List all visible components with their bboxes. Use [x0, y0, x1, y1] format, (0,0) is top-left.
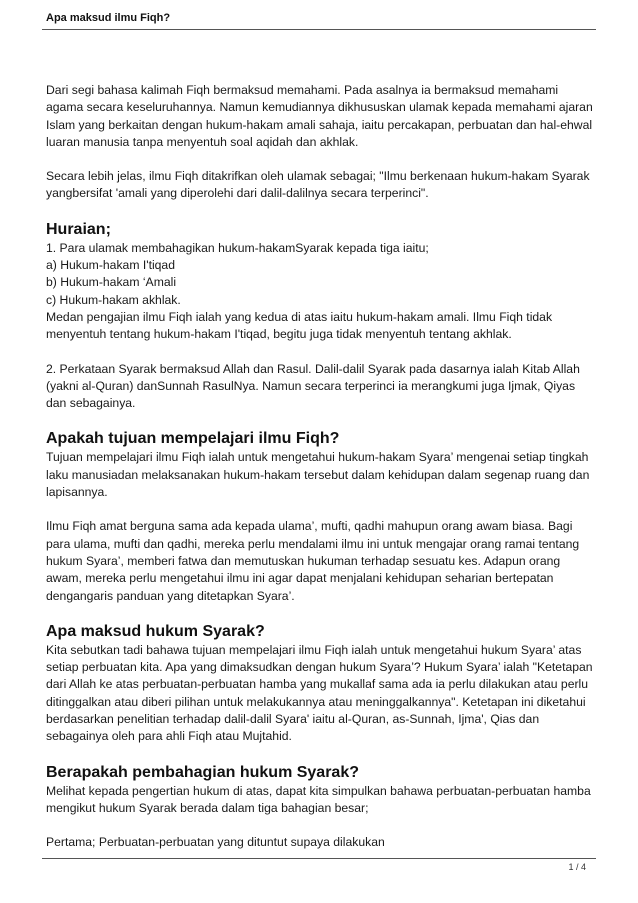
- footer-divider: [42, 858, 596, 859]
- heading-tujuan: Apakah tujuan mempelajari ilmu Fiqh?: [46, 430, 340, 448]
- tujuan-paragraph-1: Tujuan mempelajari ilmu Fiqh ialah untuk mengetahui hukum-hakam Syara’ mengenai setiap tingkah laku manusiadan melaksanakan hukum-hakam tersebut dalam kehidupan dalam segenap ruang dan lapisannya.: [46, 450, 590, 500]
- huraian-paragraph-2: 2. Perkataan Syarak bermaksud Allah dan Rasul. Dalil-dalil Syarak pada dasarnya ialah Kitab Allah (yakni al-Quran) danSunnah RasulNya. Namun secara terperinci ia merangkumi juga Ijmak, Qiyas dan sebagainya.: [46, 361, 580, 411]
- huraian-item-b: b) Hukum-hakam ‘Amali: [46, 275, 177, 290]
- intro-paragraph-1: Dari segi bahasa kalimah Fiqh bermaksud memahami. Pada asalnya ia bermaksud memahami agama secara keseluruhannya. Namun kemudiannya dikhususkan ulamak kepada memahami ajaran Islam yang berkaitan dengan hukum-hakam amali sahaja, iaitu percakapan, perbuatan dan hal-ehwal luaran manusia tanpa menyentuh soal aqidah dan akhlak.: [46, 83, 593, 149]
- pembahagian-paragraph-1: Melihat kepada pengertian hukum di atas, dapat kita simpulkan bahawa perbuatan-perbuatan hamba mengikut hukum Syarak berada dalam tiga bahagian besar;: [46, 783, 591, 815]
- heading-pembahagian: Berapakah pembahagian hukum Syarak?: [46, 763, 359, 781]
- huraian-line-1: 1. Para ulamak membahagikan hukum-hakamSyarak kepada tiga iaitu;: [46, 240, 429, 255]
- heading-huraian: Huraian;: [46, 220, 111, 238]
- header-divider: [42, 29, 596, 30]
- hukum-paragraph-1: Kita sebutkan tadi bahawa tujuan mempelajari ilmu Fiqh ialah untuk mengetahui hukum Syara’ atas setiap perbuatan kita. Apa yang dimaksudkan dengan hukum Syara’? Hukum Syara’ ialah "Ketetapan dari Allah ke atas perbuatan-perbuatan hamba yang mukallaf sama ada ia perlu dilakukan atau perlu ditinggalkan atau diberi pilihan untuk melakukannya atau meninggalkannya". Ketetapan ini diketahui berdasarkan penelitian terhadap dalil-dalil Syara' iaitu al-Quran, as-Sunnah, Ijma', Qias dan sebagainya oleh para ahli Fiqh atau Mujtahid.: [46, 642, 593, 744]
- page-number: 1 / 4: [568, 862, 586, 872]
- huraian-item-c: c) Hukum-hakam akhlak.: [46, 292, 181, 307]
- heading-hukum-syarak: Apa maksud hukum Syarak?: [46, 622, 265, 640]
- huraian-item-a: a) Hukum-hakam I'tiqad: [46, 258, 175, 273]
- running-header-title: Apa maksud ilmu Fiqh?: [46, 12, 171, 24]
- tujuan-paragraph-2: Ilmu Fiqh amat berguna sama ada kepada ulama’, mufti, qadhi mahupun orang awam biasa. Bagi para ulama, mufti dan qadhi, mereka perlu mendalami ilmu ini untuk mengajar orang ramai tentang hukum Syara’, memberi fatwa dan memutuskan hukuman terhadap sesuatu kes. Adapun orang awam, mereka perlu mengetahui ilmu ini agar dapat menjalani kehidupan seharian bertepatan dengangaris panduan yang ditetapkan Syara’.: [46, 519, 580, 603]
- document-body: [46, 82, 598, 869]
- huraian-paragraph-1: Medan pengajian ilmu Fiqh ialah yang kedua di atas iaitu hukum-hakam amali. Ilmu Fiqh tidak menyentuh tentang hukum-hakam I'tiqad, begitu juga tidak menyentuh tentang akhlak.: [46, 309, 553, 342]
- pembahagian-paragraph-2: Pertama; Perbuatan-perbuatan yang dituntut supaya dilakukan: [46, 835, 385, 850]
- intro-paragraph-2: Secara lebih jelas, ilmu Fiqh ditakrifkan oleh ulamak sebagai; "Ilmu berkenaan hukum-hakam Syarak yangbersifat 'amali yang diperolehi dari dalil-dalilnya secara terperinci".: [46, 169, 590, 201]
